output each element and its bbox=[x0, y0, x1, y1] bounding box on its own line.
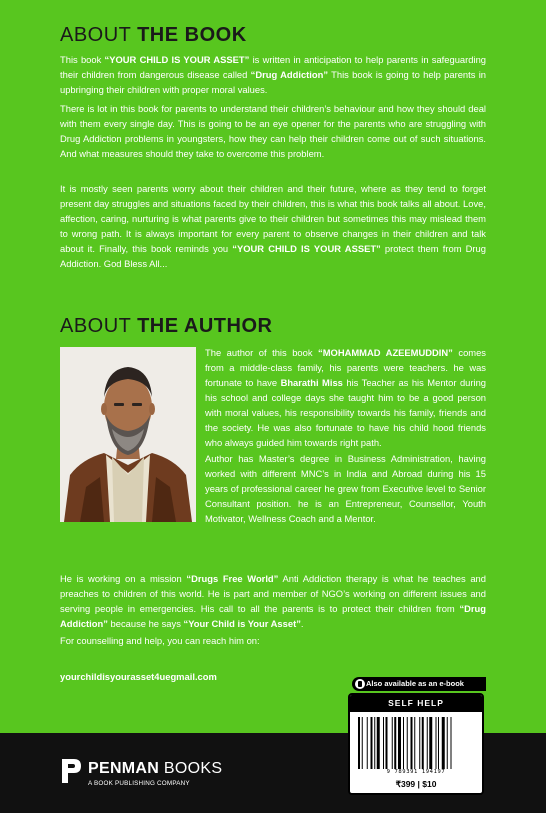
publisher-name: PENMAN BOOKS bbox=[88, 760, 223, 777]
about-author-paragraph-2: Author has Master’s degree in Business Administration, having worked with different MNC’s in India and Abroad during his 15 years of professional career he grew from Executive level to Senior Consultant position. he is an Entrepreneur, Counsellor, Youth Motivator, Wellness Coach and a Mentor. bbox=[205, 453, 486, 524]
author-photo bbox=[60, 347, 196, 522]
genre-label: SELF HELP bbox=[350, 695, 482, 712]
isbn-number: 9 789391 194197 bbox=[386, 769, 446, 775]
about-book-paragraph-2: There is lot in this book for parents to understand their children’s behaviour and how they should deal with them every single day. This is going to be an eye opener for the parents who are struggling with Drug Addiction problems in youngsters, how they can help their children come out of such situations. And what measures should they take to overcome this problem. bbox=[60, 103, 486, 159]
about-author-paragraph-3: He is working on a mission “Drugs Free World” Anti Addiction therapy is what he teaches and preaches to children of this world. He is part and member of NGO’s working on different issues and serving people in emergencies. His call to all the parents is to protect their children from “Drug Addiction” because he says “Your Child is Your Asset”. bbox=[60, 573, 486, 629]
about-author-text bbox=[205, 345, 486, 526]
contact-line: For counselling and help, you can reach him on: bbox=[60, 635, 260, 646]
price-label: ₹399 | $10 bbox=[395, 779, 437, 789]
about-book-heading: ABOUT THE BOOK bbox=[60, 24, 247, 46]
penman-logo-icon bbox=[60, 757, 82, 785]
about-book-paragraph-3: It is mostly seen parents worry about their children and their future, where as they tend to forget present day struggles and situations faced by their children, this is what this book talks all about. Love, affection, caring, nurturing is what parents give to their children but sometimes this may mislead them to wrong path. It is always important for every parent to observe changes in their children and talk about it. Finally, this book reminds you “YOUR CHILD IS YOUR ASSET” protect them from Drug Addiction. God Bless All... bbox=[60, 183, 486, 269]
barcode-panel bbox=[348, 693, 484, 795]
publisher-tagline: A BOOK PUBLISHING COMPANY bbox=[88, 780, 190, 787]
ebook-notice: Also available as an e-book bbox=[352, 677, 486, 691]
about-author-heading: ABOUT THE AUTHOR bbox=[60, 315, 273, 337]
isbn-barcode bbox=[358, 717, 476, 769]
author-email: yourchildisyourasset4uegmail.com bbox=[60, 671, 217, 682]
ebook-icon bbox=[355, 679, 365, 689]
author-portrait-image bbox=[60, 347, 196, 522]
about-author-paragraph-1: The author of this book “MOHAMMAD AZEEMUDDIN” comes from a middle-class family, his parents were teachers. he was fortunate to have Bharathi Miss his Teacher as his Mentor during his school and college days she taught him to be a good person with moral values, his responsibility towards his family, friends and the society. He was also fortunate to have his child hood friends who always guided him towards right path. bbox=[205, 347, 486, 448]
about-book-paragraph-1: This book “YOUR CHILD IS YOUR ASSET” is written in anticipation to help parents in safeguarding their children from dangerous disease called “Drug Addiction” This book is going to help parents in upbringing their children with proper moral values. bbox=[60, 54, 486, 95]
